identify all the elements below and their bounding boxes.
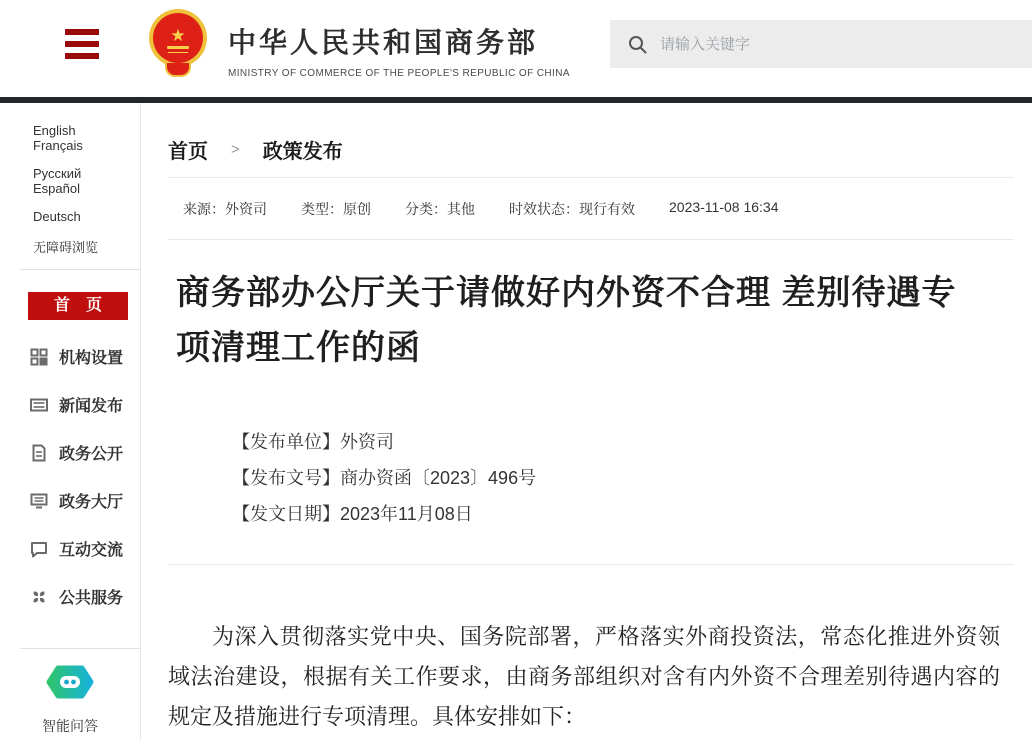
pub-date: 【发文日期】2023年11月08日 [232,504,473,524]
article-title: 商务部办公厅关于请做好内外资不合理 差别待遇专项清理工作的函 [176,274,957,367]
divider [168,564,1014,565]
breadcrumb-current[interactable]: 政策发布 [262,141,343,163]
sidebar-item-public-services[interactable]: 公共服务 [30,585,140,608]
search-icon [628,35,647,54]
article-meta [168,199,1014,219]
lang-link-deutsch[interactable]: Deutsch [33,209,81,224]
news-icon [30,396,48,414]
sidebar [0,103,141,740]
gate-icon [167,46,189,49]
meta-source: 来源：外资司 [183,201,267,217]
star-icon: ★ [170,25,186,45]
sidebar-item-home[interactable]: 首 页 [28,292,128,320]
smart-qa-robot-icon[interactable] [46,665,94,699]
sidebar-item-interaction[interactable]: 互动交流 [30,537,140,560]
publication-details [232,424,1014,532]
smart-qa-label[interactable]: 智能问答 [42,718,98,734]
meta-datetime: 2023-11-08 16:34 [669,199,779,215]
chevron-right-icon: > [231,141,240,158]
sidebar-item-news[interactable]: 新闻发布 [30,393,140,416]
lang-link-english[interactable]: English [33,123,76,138]
meta-type: 类型：原创 [301,201,371,217]
meta-category: 分类：其他 [405,201,475,217]
services-icon [30,588,48,606]
divider [20,269,140,270]
pub-unit: 【发布单位】外资司 [232,432,394,452]
national-emblem-logo [149,9,207,67]
chat-icon [30,540,48,558]
sidebar-item-organization[interactable]: 机构设置 [30,345,140,368]
main-content [141,103,1032,740]
lang-link-espanol[interactable]: Español [33,181,80,196]
divider [168,177,1014,178]
sidebar-item-gov-disclosure[interactable]: 政务公开 [30,441,140,464]
site-title: 中华人民共和国商务部 [228,27,539,58]
document-icon [30,444,48,462]
site-header [0,0,1032,97]
search-input[interactable] [660,36,960,53]
breadcrumb-home[interactable]: 首页 [168,141,208,163]
lang-link-francais[interactable]: Français [33,138,83,153]
sidebar-item-gov-hall[interactable]: 政务大厅 [30,489,140,512]
hamburger-menu-icon[interactable] [65,29,99,59]
site-subtitle: MINISTRY OF COMMERCE OF THE PEOPLE'S REPUBLIC OF CHINA [228,68,570,79]
lang-link-russian[interactable]: Русский [33,166,82,181]
accessibility-link[interactable]: 无障碍浏览 [33,240,99,255]
grid-icon [30,348,48,366]
pub-number: 【发布文号】商办资函〔2023〕496号 [232,468,537,488]
search-box[interactable] [610,20,1032,68]
breadcrumb [168,103,1014,164]
divider [168,239,1014,240]
article-body-paragraph: 为深入贯彻落实党中央、国务院部署，严格落实外商投资法，常态化推进外资领域法治建设，根据有关工作要求，由商务部组织对含有内外资不合理差别待遇内容的规定及措施进行专项清理。具体安排如下： [168,624,1000,729]
meta-validity: 时效状态：现行有效 [509,201,635,217]
monitor-icon [30,492,48,510]
